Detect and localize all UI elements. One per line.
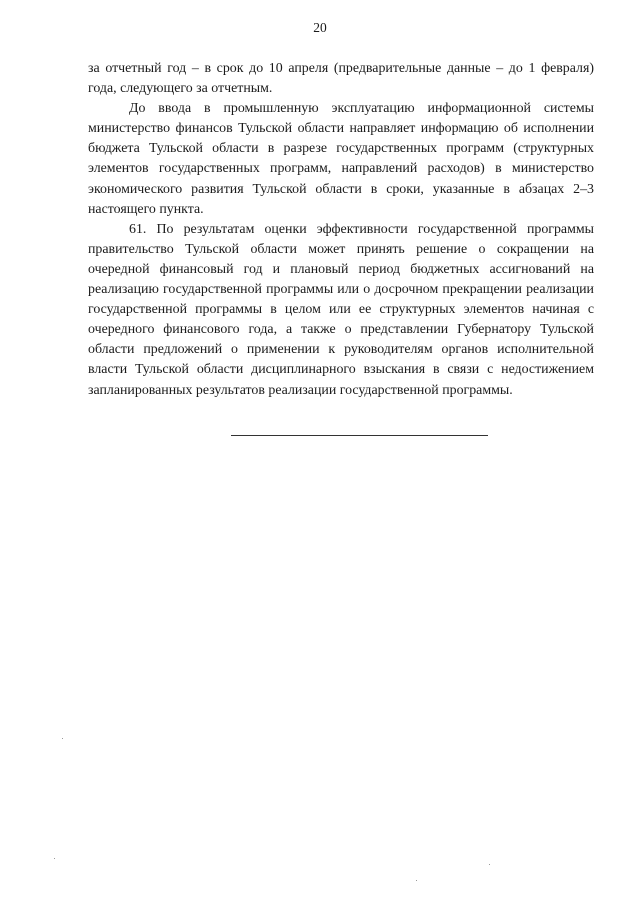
- paragraph-1: за отчетный год – в срок до 10 апреля (предварительные данные – до 1 февраля) года, следующего за отчетным.: [88, 61, 594, 97]
- paragraph-3: 61. По результатам оценки эффективности государственной программы правительство Тульской области может принять решение о сокращении на очередной финансовый год и плановый период бюджетных ассигнований на реализацию государственной программы или о досрочном прекращении реализации государственной программы в целом или ее структурных элементов начиная с очередного финансового года, а также о представлении Губернатору Тульской области предложений о применении к руководителям органов исполнительной власти Тульской области дисциплинарного взыскания в связи с недостижением запланированных результатов реализации государственной программы.: [88, 221, 594, 398]
- document-body: [88, 59, 594, 401]
- paragraph-2: До ввода в промышленную эксплуатацию информационной системы министерство финансов Тульской области направляет информацию об исполнении бюджета Тульской области в разрезе государственных программ (структурных элементов государственных программ, направлений расходов) в министерство экономического развития Тульской области в сроки, указанные в абзацах 2–3 настоящего пункта.: [88, 101, 594, 217]
- end-separator-line: [231, 435, 488, 436]
- scan-speck: [62, 738, 63, 739]
- page-number: 20: [313, 20, 327, 35]
- scan-speck: [416, 880, 417, 881]
- scan-speck: [54, 858, 55, 859]
- scan-speck: [489, 864, 490, 865]
